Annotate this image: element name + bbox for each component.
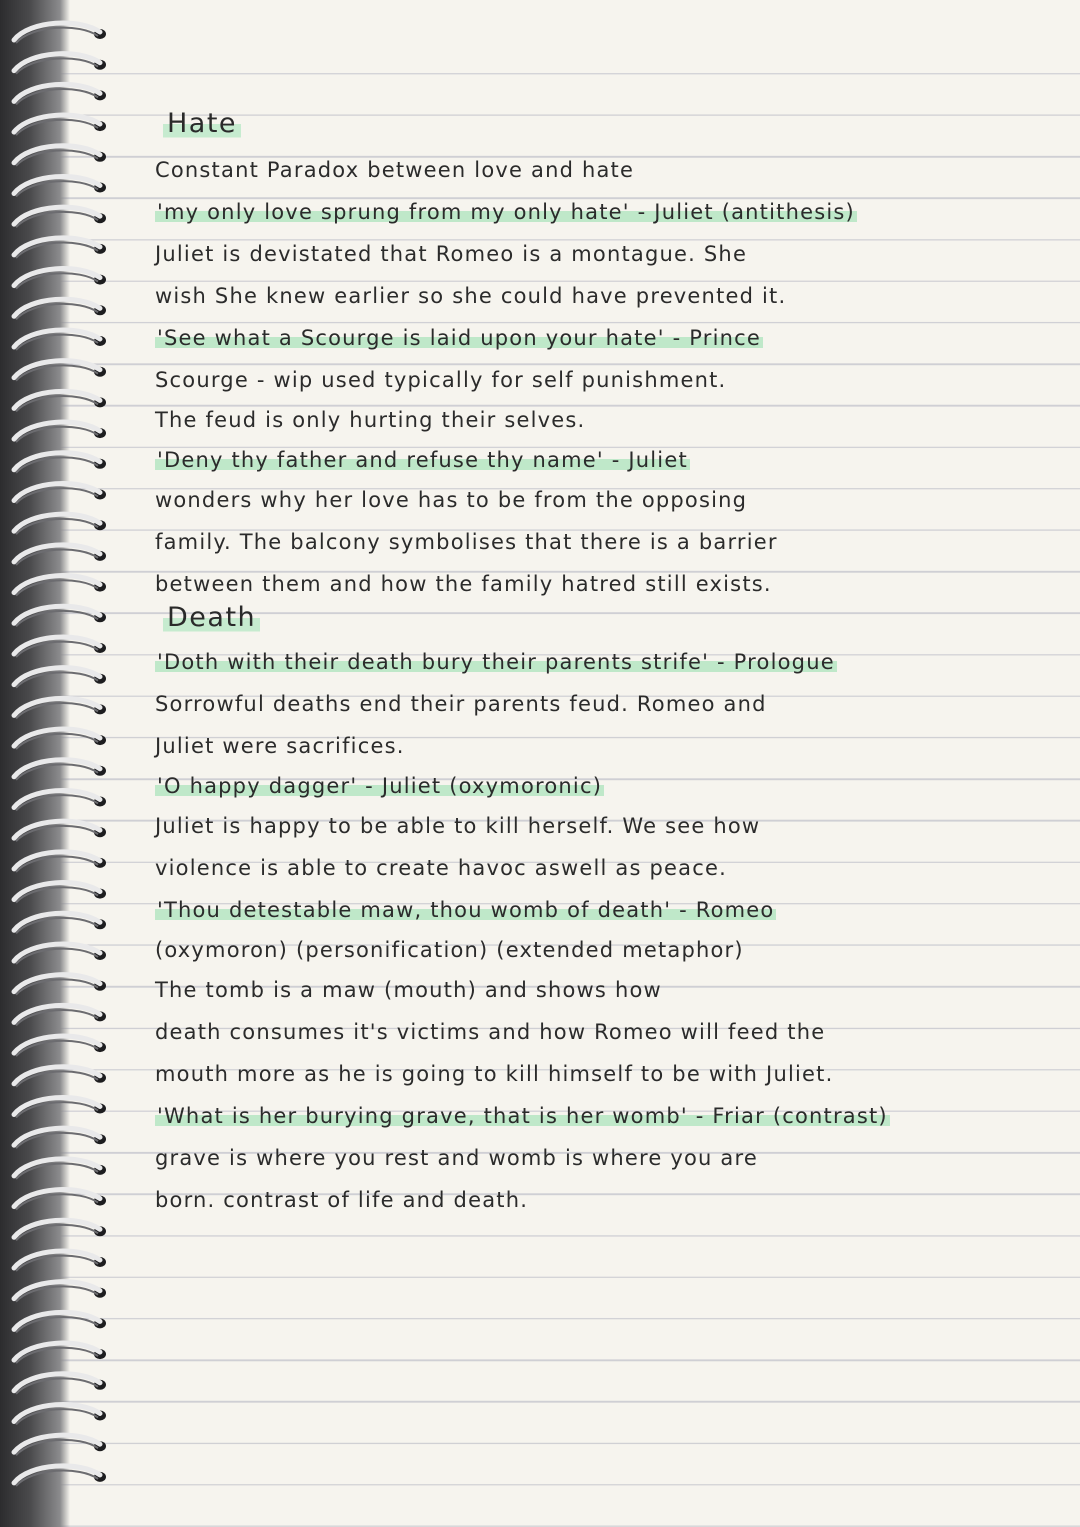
spiral-coil	[14, 207, 106, 227]
spiral-coil	[14, 514, 106, 534]
spiral-coil	[14, 146, 106, 166]
note-line: violence is able to create havoc aswell as peace.	[155, 856, 727, 880]
spiral-coil	[14, 1036, 106, 1056]
spiral-coil	[14, 483, 106, 503]
spiral-coil	[14, 330, 106, 350]
spiral-coil	[14, 1005, 106, 1025]
spiral-coil	[14, 698, 106, 718]
note-line: Juliet were sacrifices.	[155, 734, 405, 758]
spiral-coil	[14, 576, 106, 596]
spiral-coil	[14, 545, 106, 565]
note-line: family. The balcony symbolises that there is a barrier	[155, 530, 778, 554]
spiral-coil	[14, 422, 106, 442]
section-heading-hate: Hate	[163, 108, 241, 139]
spiral-coil	[14, 760, 106, 780]
note-line-quote: 'See what a Scourge is laid upon your hate' - Prince	[157, 326, 761, 350]
spiral-coil	[14, 1312, 106, 1332]
spiral-binding	[0, 0, 140, 1527]
note-line: born. contrast of life and death.	[155, 1188, 529, 1212]
note-line-quote: 'my only love sprung from my only hate' - Juliet (antithesis)	[157, 200, 855, 224]
spiral-coil	[14, 23, 106, 43]
spiral-coil	[14, 637, 106, 657]
spiral-coil	[14, 54, 106, 74]
spiral-coil	[14, 1466, 106, 1486]
note-line: grave is where you rest and womb is where you are	[155, 1146, 758, 1170]
note-line: Constant Paradox between love and hate	[155, 158, 635, 182]
note-line: Juliet is happy to be able to kill herself. We see how	[155, 814, 761, 838]
spiral-coil	[14, 975, 106, 995]
spiral-coil	[14, 269, 106, 289]
note-line: The tomb is a maw (mouth) and shows how	[155, 978, 662, 1002]
note-line: mouth more as he is going to kill himself to be with Juliet.	[155, 1062, 834, 1086]
spiral-coil	[14, 729, 106, 749]
spiral-coil	[14, 1251, 106, 1271]
spiral-coil	[14, 913, 106, 933]
spiral-coil	[14, 1128, 106, 1148]
spiral-coil	[14, 1067, 106, 1087]
spiral-coil	[14, 299, 106, 319]
spiral-coil	[14, 883, 106, 903]
spiral-coil	[14, 1435, 106, 1455]
spiral-coil	[14, 1220, 106, 1240]
spiral-coil	[14, 176, 106, 196]
note-line: wish She knew earlier so she could have prevented it.	[155, 284, 787, 308]
note-line-quote: 'What is her burying grave, that is her womb' - Friar (contrast)	[157, 1104, 888, 1128]
spiral-coil	[14, 115, 106, 135]
spiral-coil	[14, 1097, 106, 1117]
note-line: Sorrowful deaths end their parents feud. Romeo and	[155, 692, 767, 716]
note-line: Scourge - wip used typically for self punishment.	[155, 368, 727, 392]
spiral-coil	[14, 668, 106, 688]
note-line-quote: 'Deny thy father and refuse thy name' - Juliet	[157, 448, 688, 472]
note-line: (oxymoron) (personification) (extended metaphor)	[155, 938, 744, 962]
spiral-coil	[14, 1282, 106, 1302]
section-heading-death: Death	[163, 602, 260, 633]
spiral-coil	[14, 790, 106, 810]
spiral-coil	[14, 852, 106, 872]
spiral-coil	[14, 84, 106, 104]
note-line-quote: 'O happy dagger' - Juliet (oxymoronic)	[157, 774, 603, 798]
spiral-coil	[14, 453, 106, 473]
spiral-coil	[14, 606, 106, 626]
spiral-coil	[14, 1404, 106, 1424]
note-line: The feud is only hurting their selves.	[155, 408, 586, 432]
spiral-coil	[14, 1343, 106, 1363]
note-line: between them and how the family hatred still exists.	[155, 572, 772, 596]
spiral-coil	[14, 391, 106, 411]
spiral-coil	[14, 821, 106, 841]
spiral-coil	[14, 1374, 106, 1394]
note-line-quote: 'Thou detestable maw, thou womb of death' - Romeo	[157, 898, 775, 922]
note-line: death consumes it's victims and how Romeo will feed the	[155, 1020, 826, 1044]
note-line: Juliet is devistated that Romeo is a montague. She	[155, 242, 748, 266]
spiral-coil	[14, 238, 106, 258]
note-line: wonders why her love has to be from the opposing	[155, 488, 748, 512]
spiral-coil	[14, 1159, 106, 1179]
spiral-coil	[14, 944, 106, 964]
spiral-coil	[14, 1190, 106, 1210]
note-line-quote: 'Doth with their death bury their parents strife' - Prologue	[157, 650, 835, 674]
spiral-coil	[14, 361, 106, 381]
